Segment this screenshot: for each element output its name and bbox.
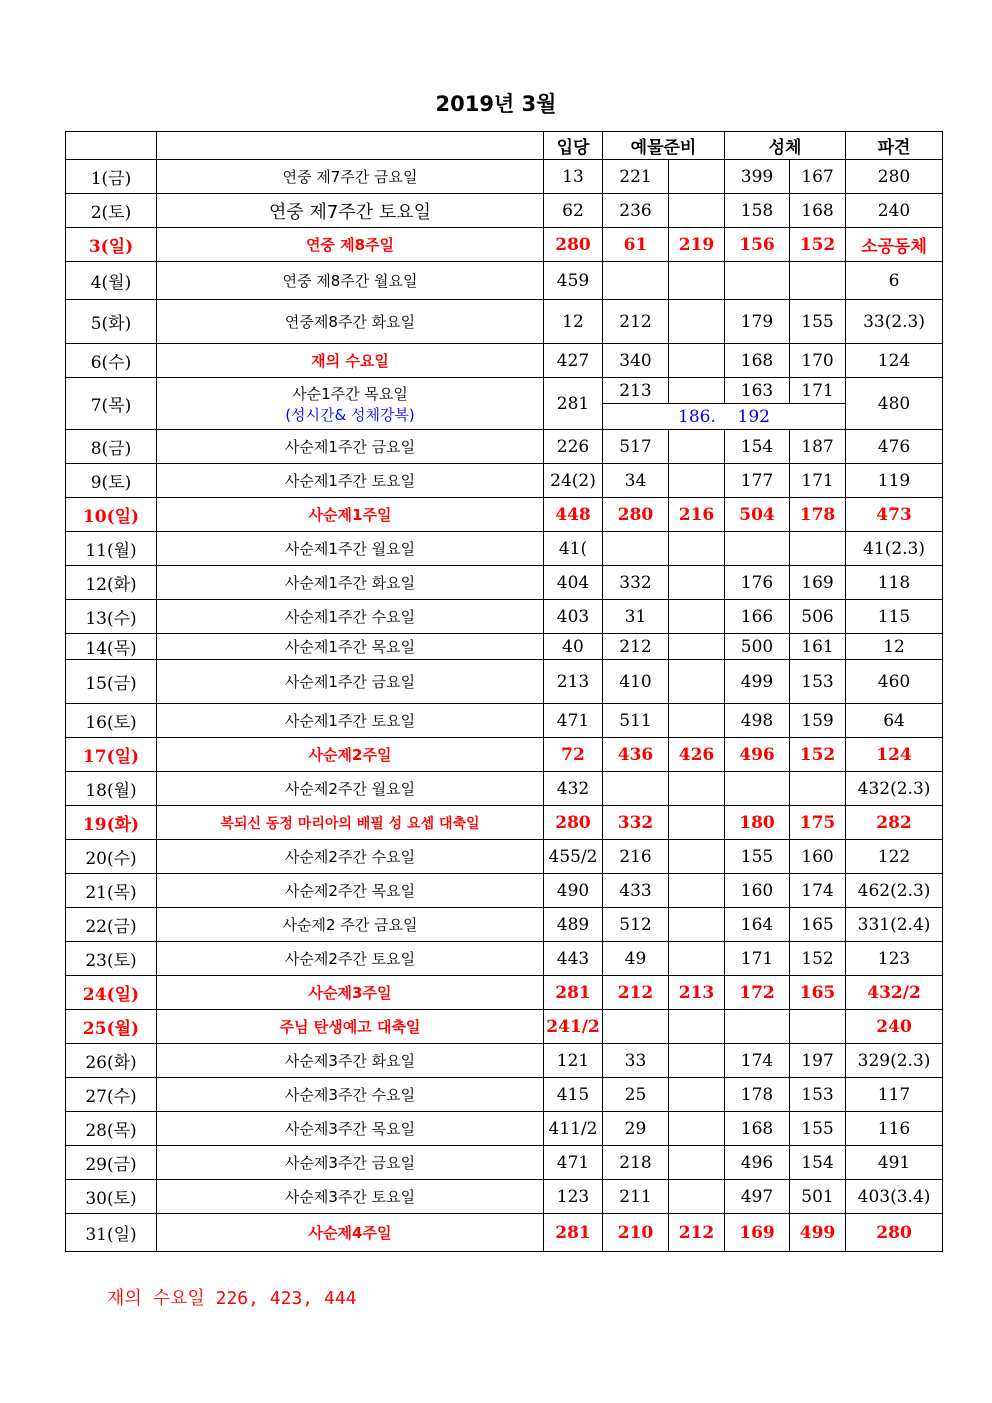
comm2-cell: 175: [790, 806, 846, 840]
prep1-cell: 436: [603, 738, 669, 772]
name-cell: 사순제1주간 목요일: [157, 634, 544, 660]
dismissal-cell: 116: [846, 1112, 943, 1146]
dismissal-cell: 460: [846, 660, 943, 704]
page-title: 2019년 3월: [435, 92, 557, 116]
name-cell: 사순제3주간 금요일: [157, 1146, 544, 1180]
prep2-cell: [669, 194, 725, 228]
prep2-cell: 426: [669, 738, 725, 772]
name-cell: 사순제4주일: [157, 1214, 544, 1252]
comm2-cell: 167: [790, 160, 846, 194]
name-cell: 연중제8주간 화요일: [157, 300, 544, 344]
table-row: [66, 1112, 943, 1146]
entry-cell: 280: [544, 228, 603, 262]
dismissal-cell: 476: [846, 430, 943, 464]
prep1-cell: 340: [603, 344, 669, 378]
table-row: [66, 228, 943, 262]
date-cell: 19(화): [66, 806, 157, 840]
prep2-cell: [669, 464, 725, 498]
date-cell: 29(금): [66, 1146, 157, 1180]
comm2-cell: [790, 532, 846, 566]
name-cell: 주님 탄생예고 대축일: [157, 1010, 544, 1044]
comm2-cell: 165: [790, 976, 846, 1010]
table-row: [66, 976, 943, 1010]
dismissal-cell: 491: [846, 1146, 943, 1180]
name-cell: 재의 수요일: [157, 344, 544, 378]
name-cell: 사순제1주간 토요일: [157, 704, 544, 738]
table-row: [66, 1010, 943, 1044]
prep1-cell: 517: [603, 430, 669, 464]
comm2-cell: 152: [790, 738, 846, 772]
prep2-cell: [669, 660, 725, 704]
entry-cell: 471: [544, 704, 603, 738]
dismissal-cell: 117: [846, 1078, 943, 1112]
date-cell: 22(금): [66, 908, 157, 942]
table-row: [66, 1146, 943, 1180]
comm1-cell: 169: [725, 1214, 790, 1252]
comm1-cell: 399: [725, 160, 790, 194]
table-row: [66, 704, 943, 738]
dismissal-cell: 122: [846, 840, 943, 874]
entry-cell: 411/2: [544, 1112, 603, 1146]
comm1-cell: 163: [725, 378, 790, 404]
comm2-cell: 165: [790, 908, 846, 942]
comm2-cell: [790, 772, 846, 806]
prep1-cell: 216: [603, 840, 669, 874]
name-cell: 사순제2주간 월요일: [157, 772, 544, 806]
comm1-cell: 154: [725, 430, 790, 464]
prep2-cell: [669, 600, 725, 634]
comm2-cell: 152: [790, 942, 846, 976]
table-row: [66, 874, 943, 908]
comm2-cell: 197: [790, 1044, 846, 1078]
name-line1: 사순1주간 목요일: [292, 384, 408, 403]
date-cell: 28(목): [66, 1112, 157, 1146]
entry-cell: 432: [544, 772, 603, 806]
date-cell: 18(월): [66, 772, 157, 806]
name-cell: 사순제2주간 목요일: [157, 874, 544, 908]
comm1-cell: 496: [725, 1146, 790, 1180]
prep1-cell: 49: [603, 942, 669, 976]
entry-cell: 280: [544, 806, 603, 840]
comm2-cell: [790, 262, 846, 300]
entry-cell: 455/2: [544, 840, 603, 874]
comm2-cell: 506: [790, 600, 846, 634]
name-cell: 사순제3주간 수요일: [157, 1078, 544, 1112]
table-row: [66, 344, 943, 378]
prep2-cell: [669, 840, 725, 874]
name-cell: 사순제2주간 수요일: [157, 840, 544, 874]
comm1-cell: [725, 532, 790, 566]
name-cell: 사순제3주간 토요일: [157, 1180, 544, 1214]
dismissal-cell: 280: [846, 1214, 943, 1252]
prep1-cell: [603, 772, 669, 806]
table-row: [66, 600, 943, 634]
prep2-cell: 212: [669, 1214, 725, 1252]
mass-count-table: [65, 131, 943, 1252]
dismissal-cell: 403(3.4): [846, 1180, 943, 1214]
comm1-cell: 504: [725, 498, 790, 532]
date-cell: 14(목): [66, 634, 157, 660]
prep1-cell: 511: [603, 704, 669, 738]
comm2-cell: 187: [790, 430, 846, 464]
prep1-cell: 332: [603, 806, 669, 840]
prep2-cell: [669, 532, 725, 566]
comm1-cell: 168: [725, 344, 790, 378]
entry-cell: 448: [544, 498, 603, 532]
dismissal-cell: 119: [846, 464, 943, 498]
dismissal-cell: 12: [846, 634, 943, 660]
table-row: [66, 194, 943, 228]
comm1-cell: 179: [725, 300, 790, 344]
name-cell: 사순제3주간 화요일: [157, 1044, 544, 1078]
prep1-cell: 332: [603, 566, 669, 600]
prep2-cell: [669, 942, 725, 976]
dismissal-cell: 124: [846, 344, 943, 378]
name-cell: 사순제1주간 금요일: [157, 660, 544, 704]
table-row: [66, 464, 943, 498]
comm1-cell: [725, 772, 790, 806]
dismissal-cell: 소공동체: [846, 228, 943, 262]
entry-cell: 13: [544, 160, 603, 194]
comm2-cell: 174: [790, 874, 846, 908]
entry-cell: 40: [544, 634, 603, 660]
prep1-cell: 212: [603, 300, 669, 344]
dismissal-cell: 123: [846, 942, 943, 976]
comm1-cell: 180: [725, 806, 790, 840]
table-row: [66, 498, 943, 532]
date-cell: 6(수): [66, 344, 157, 378]
name-cell: 사순제1주일: [157, 498, 544, 532]
prep1-cell: 213: [603, 378, 669, 404]
comm2-cell: 160: [790, 840, 846, 874]
entry-cell: 213: [544, 660, 603, 704]
comm1-cell: 499: [725, 660, 790, 704]
entry-cell: 471: [544, 1146, 603, 1180]
table-row: [66, 262, 943, 300]
header-dismissal: 파견: [846, 132, 943, 160]
prep2-cell: [669, 806, 725, 840]
dismissal-cell: 41(2.3): [846, 532, 943, 566]
date-cell: 2(토): [66, 194, 157, 228]
name-cell: 연중 제8주간 월요일: [157, 262, 544, 300]
date-cell: 10(일): [66, 498, 157, 532]
table-row: [66, 160, 943, 194]
prep1-cell: [603, 532, 669, 566]
comm2-cell: 171: [790, 378, 846, 404]
dismissal-cell: 240: [846, 194, 943, 228]
entry-cell: 226: [544, 430, 603, 464]
dismissal-cell: 6: [846, 262, 943, 300]
date-cell: 21(목): [66, 874, 157, 908]
prep2-cell: [669, 300, 725, 344]
table-row: [66, 1044, 943, 1078]
prep1-cell: 280: [603, 498, 669, 532]
entry-cell: 12: [544, 300, 603, 344]
comm1-cell: 156: [725, 228, 790, 262]
prep1-cell: 236: [603, 194, 669, 228]
prep1-cell: 33: [603, 1044, 669, 1078]
date-cell: 23(토): [66, 942, 157, 976]
table-row: [66, 1078, 943, 1112]
comm2-cell: 171: [790, 464, 846, 498]
date-cell: 15(금): [66, 660, 157, 704]
comm1-cell: 498: [725, 704, 790, 738]
entry-cell: 123: [544, 1180, 603, 1214]
entry-cell: 459: [544, 262, 603, 300]
prep2-cell: [669, 704, 725, 738]
prep2-cell: [669, 1078, 725, 1112]
prep2-cell: [669, 874, 725, 908]
dismissal-cell: 432(2.3): [846, 772, 943, 806]
table-row: [66, 634, 943, 660]
table-row: [66, 942, 943, 976]
name-cell: 사순제2 주간 금요일: [157, 908, 544, 942]
name-line2: (성시간& 성체강복): [285, 405, 415, 424]
table-row: [66, 300, 943, 344]
comm2-cell: 155: [790, 300, 846, 344]
date-cell: 5(화): [66, 300, 157, 344]
comm1-cell: 177: [725, 464, 790, 498]
date-cell: 12(화): [66, 566, 157, 600]
comm2-cell: 161: [790, 634, 846, 660]
table-row: [66, 738, 943, 772]
table-row: [66, 532, 943, 566]
name-cell: 사순제1주간 수요일: [157, 600, 544, 634]
table-row: [66, 1180, 943, 1214]
comm1-cell: 176: [725, 566, 790, 600]
comm1-cell: 160: [725, 874, 790, 908]
name-cell: 사순제2주간 토요일: [157, 942, 544, 976]
name-cell: 사순제1주간 화요일: [157, 566, 544, 600]
prep2-cell: [669, 1044, 725, 1078]
header-prep: 예물준비: [603, 132, 725, 160]
comm1-cell: [725, 262, 790, 300]
entry-cell: 404: [544, 566, 603, 600]
table-row: [66, 772, 943, 806]
comm2-cell: 153: [790, 660, 846, 704]
name-cell: 연중 제7주간 금요일: [157, 160, 544, 194]
entry-cell: 403: [544, 600, 603, 634]
date-cell: 13(수): [66, 600, 157, 634]
entry-cell: 281: [544, 1214, 603, 1252]
comm2-cell: 154: [790, 1146, 846, 1180]
comm2-cell: 170: [790, 344, 846, 378]
comm2-cell: 155: [790, 1112, 846, 1146]
table-row: [66, 430, 943, 464]
prep1-cell: [603, 1010, 669, 1044]
name-cell: 사순제1주간 월요일: [157, 532, 544, 566]
comm1-cell: 158: [725, 194, 790, 228]
comm2-cell: 153: [790, 1078, 846, 1112]
prep2-cell: [669, 344, 725, 378]
prep1-cell: 211: [603, 1180, 669, 1214]
header-name: [157, 132, 544, 160]
prep1-cell: 61: [603, 228, 669, 262]
date-cell: 11(월): [66, 532, 157, 566]
entry-cell: 72: [544, 738, 603, 772]
name-cell: 사순제2주일: [157, 738, 544, 772]
dismissal-cell: 329(2.3): [846, 1044, 943, 1078]
prep1-cell: 433: [603, 874, 669, 908]
table-row: [66, 840, 943, 874]
date-cell: 25(월): [66, 1010, 157, 1044]
prep2-cell: [669, 378, 725, 404]
prep2-cell: [669, 566, 725, 600]
comm1-cell: 500: [725, 634, 790, 660]
table-row: [66, 566, 943, 600]
prep2-cell: [669, 1180, 725, 1214]
name-cell: [157, 378, 544, 430]
header-entry: 입당: [544, 132, 603, 160]
comm1-cell: [725, 1010, 790, 1044]
prep1-cell: [603, 262, 669, 300]
name-cell: 사순제1주간 금요일: [157, 430, 544, 464]
date-cell: 3(일): [66, 228, 157, 262]
dismissal-cell: 33(2.3): [846, 300, 943, 344]
comm2-cell: 159: [790, 704, 846, 738]
prep1-cell: 512: [603, 908, 669, 942]
dismissal-cell: 124: [846, 738, 943, 772]
entry-cell: 427: [544, 344, 603, 378]
name-cell: 사순제1주간 토요일: [157, 464, 544, 498]
prep2-cell: [669, 772, 725, 806]
dismissal-cell: 432/2: [846, 976, 943, 1010]
dismissal-cell: 480: [846, 378, 943, 430]
comm2-cell: 501: [790, 1180, 846, 1214]
footer-note: 재의 수요일 226, 423, 444: [107, 1288, 357, 1309]
table-row: [66, 660, 943, 704]
table-header-row: [66, 132, 943, 160]
comm1-cell: 164: [725, 908, 790, 942]
date-cell: 1(금): [66, 160, 157, 194]
name-cell: 연중 제8주일: [157, 228, 544, 262]
table-row: [66, 806, 943, 840]
entry-cell: 41(: [544, 532, 603, 566]
date-cell: 24(일): [66, 976, 157, 1010]
prep2-cell: [669, 1112, 725, 1146]
date-cell: 30(토): [66, 1180, 157, 1214]
prep1-cell: 25: [603, 1078, 669, 1112]
comm1-cell: 178: [725, 1078, 790, 1112]
prep2-cell: 219: [669, 228, 725, 262]
entry-cell: 121: [544, 1044, 603, 1078]
comm2-cell: 178: [790, 498, 846, 532]
entry-cell: 443: [544, 942, 603, 976]
prep2-cell: [669, 430, 725, 464]
dismissal-cell: 331(2.4): [846, 908, 943, 942]
comm1-cell: 155: [725, 840, 790, 874]
dismissal-cell: 64: [846, 704, 943, 738]
entry-cell: 281: [544, 378, 603, 430]
prep2-cell: [669, 634, 725, 660]
table-row: [66, 378, 943, 404]
entry-cell: 281: [544, 976, 603, 1010]
comm1-cell: 172: [725, 976, 790, 1010]
prep2-cell: 216: [669, 498, 725, 532]
table-row: [66, 1214, 943, 1252]
entry-cell: 241/2: [544, 1010, 603, 1044]
comm1-cell: 497: [725, 1180, 790, 1214]
date-cell: 16(토): [66, 704, 157, 738]
comm2-cell: 169: [790, 566, 846, 600]
name-cell: 사순제3주일: [157, 976, 544, 1010]
date-cell: 31(일): [66, 1214, 157, 1252]
dismissal-cell: 115: [846, 600, 943, 634]
prep1-cell: 34: [603, 464, 669, 498]
prep1-cell: 410: [603, 660, 669, 704]
comm1-cell: 166: [725, 600, 790, 634]
name-cell: 사순제3주간 목요일: [157, 1112, 544, 1146]
name-cell: 연중 제7주간 토요일: [157, 194, 544, 228]
entry-cell: 24(2): [544, 464, 603, 498]
prep1-cell: 212: [603, 976, 669, 1010]
entry-cell: 415: [544, 1078, 603, 1112]
date-cell: 4(월): [66, 262, 157, 300]
dismissal-cell: 118: [846, 566, 943, 600]
comm2-cell: 152: [790, 228, 846, 262]
prep1-cell: 31: [603, 600, 669, 634]
header-date: [66, 132, 157, 160]
prep2-cell: [669, 262, 725, 300]
date-cell: 27(수): [66, 1078, 157, 1112]
dismissal-cell: 240: [846, 1010, 943, 1044]
date-cell: 26(화): [66, 1044, 157, 1078]
comm1-cell: 171: [725, 942, 790, 976]
prep1-cell: 212: [603, 634, 669, 660]
note-cell: 186. 192: [603, 404, 846, 430]
comm1-cell: 168: [725, 1112, 790, 1146]
date-cell: 17(일): [66, 738, 157, 772]
dismissal-cell: 462(2.3): [846, 874, 943, 908]
entry-cell: 62: [544, 194, 603, 228]
table-row: [66, 908, 943, 942]
prep1-cell: 221: [603, 160, 669, 194]
date-cell: 7(목): [66, 378, 157, 430]
date-cell: 9(토): [66, 464, 157, 498]
comm2-cell: 168: [790, 194, 846, 228]
prep1-cell: 210: [603, 1214, 669, 1252]
dismissal-cell: 473: [846, 498, 943, 532]
dismissal-cell: 280: [846, 160, 943, 194]
date-cell: 8(금): [66, 430, 157, 464]
entry-cell: 489: [544, 908, 603, 942]
comm2-cell: 499: [790, 1214, 846, 1252]
date-cell: 20(수): [66, 840, 157, 874]
prep2-cell: [669, 908, 725, 942]
prep1-cell: 29: [603, 1112, 669, 1146]
comm1-cell: 496: [725, 738, 790, 772]
entry-cell: 490: [544, 874, 603, 908]
dismissal-cell: 282: [846, 806, 943, 840]
comm2-cell: [790, 1010, 846, 1044]
comm1-cell: 174: [725, 1044, 790, 1078]
prep2-cell: [669, 160, 725, 194]
prep2-cell: 213: [669, 976, 725, 1010]
name-cell: 복되신 동정 마리아의 배필 성 요셉 대축일: [157, 806, 544, 840]
prep1-cell: 218: [603, 1146, 669, 1180]
prep2-cell: [669, 1146, 725, 1180]
prep2-cell: [669, 1010, 725, 1044]
header-communion: 성체: [725, 132, 846, 160]
